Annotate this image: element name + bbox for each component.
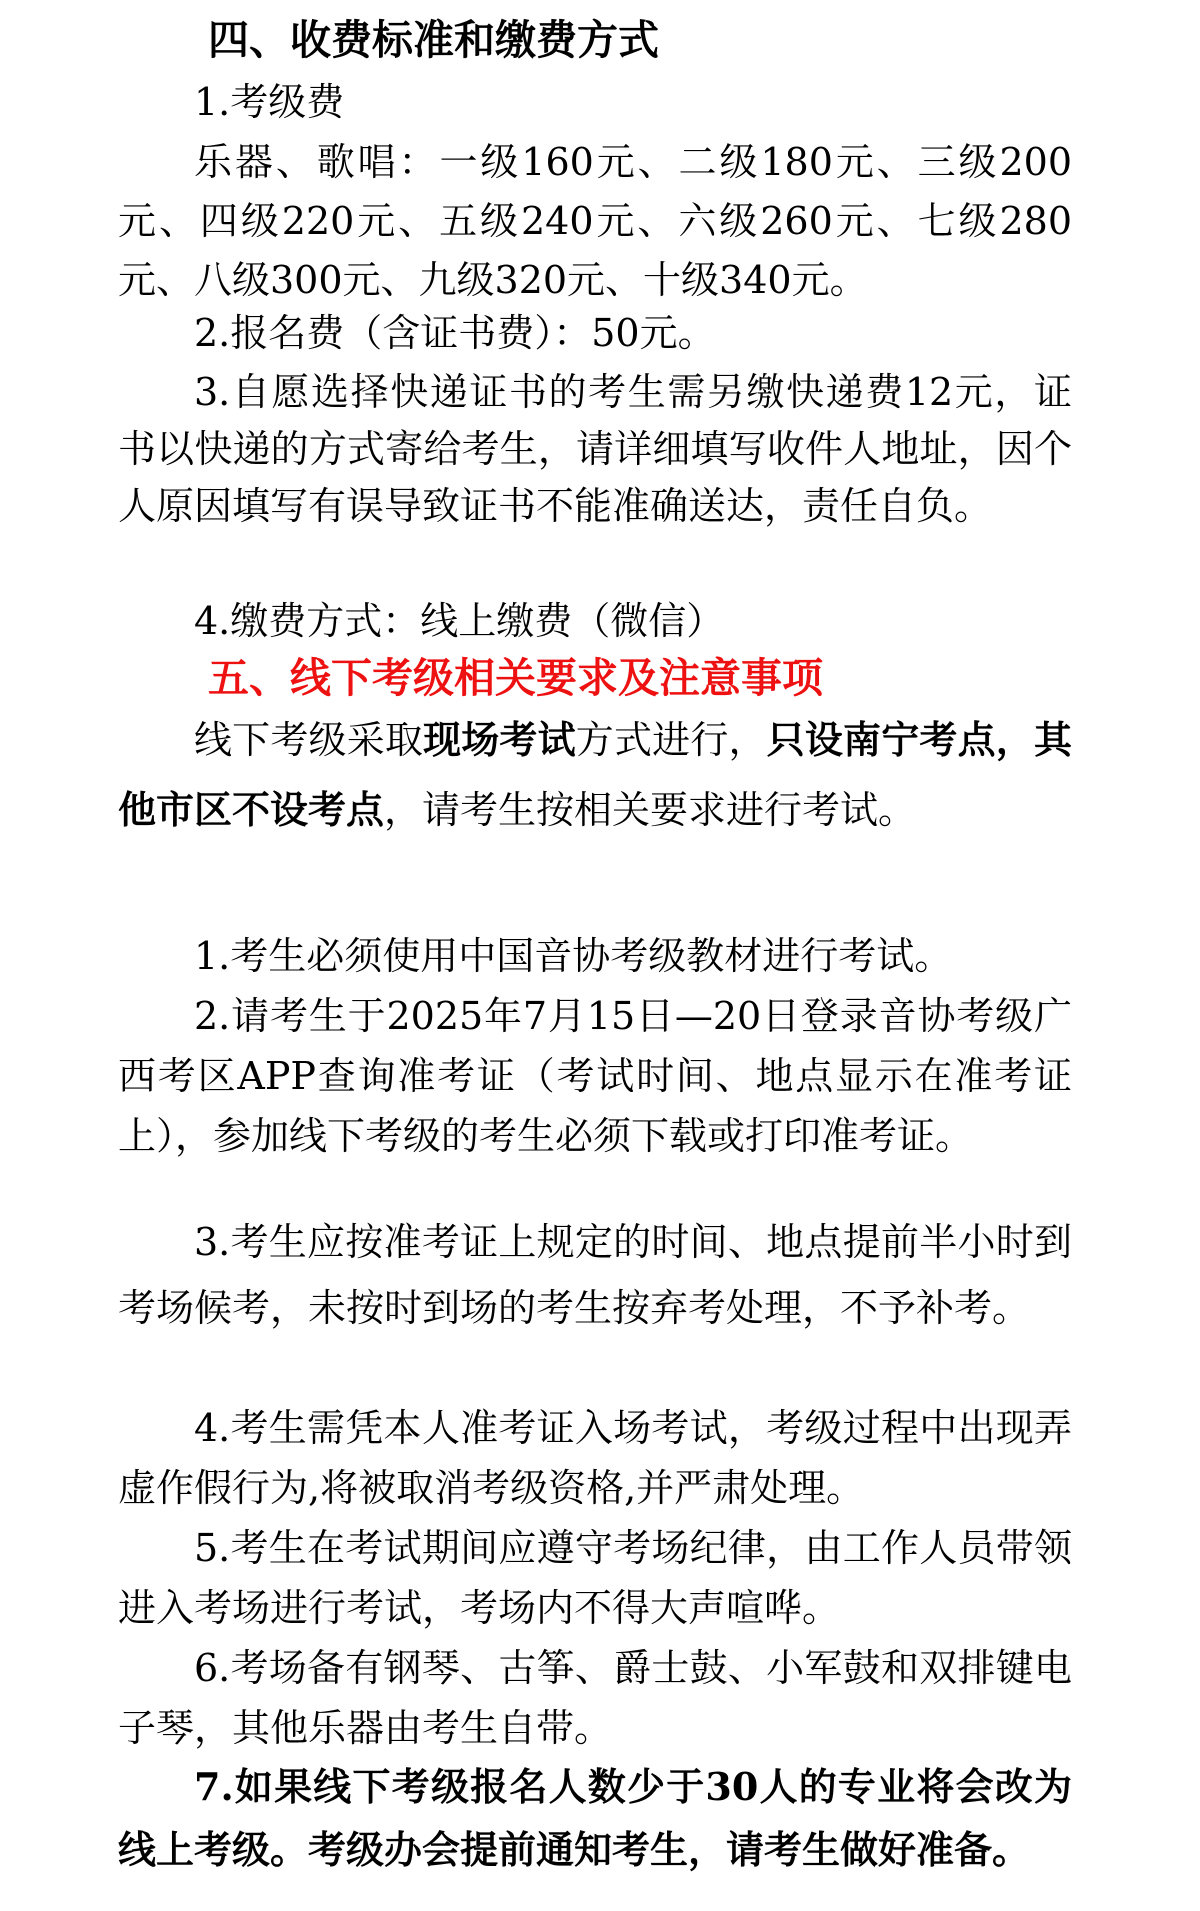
exam-item: 4.考生需凭本人准考证入场考试，考级过程中出现弄虚作假行为,将被取消考级资格,并严肃处理。 [118,1406,1072,1510]
courier-fee: 3.自愿选择快递证书的考生需另缴快递费12元，证书以快递的方式寄给考生，请详细填写收件人地址，因个人原因填写有误导致证书不能准确送达，责任自负。 [118,370,1072,528]
intro-text-1: 线下考级采取 [194,718,424,762]
intro-bold-2: 只设南宁考点，其他市区不设考点 [118,717,1072,832]
fee-title: 1.考级费 [194,80,345,124]
exam-item-bold-notice: 7.如果线下考级报名人数少于30人的专业将会改为线上考级。考级办会提前通知考生，请考生做好准备。 [118,1764,1072,1872]
section-4-heading: 四、收费标准和缴费方式 [208,16,659,64]
intro-bold-1: 现场考试 [423,717,576,762]
payment-method: 4.缴费方式：线上缴费（微信） [194,599,725,643]
exam-item: 6.考场备有钢琴、古筝、爵士鼓、小军鼓和双排键电子琴，其他乐器由考生自带。 [118,1646,1072,1750]
exam-item: 3.考生应按准考证上规定的时间、地点提前半小时到考场候考，未按时到场的考生按弃考处理，不予补考。 [118,1220,1072,1330]
exam-item: 2.请考生于2025年7月15日—20日登录音协考级广西考区APP查询准考证（考试时间、地点显示在准考证上），参加线下考级的考生必须下载或打印准考证。 [118,994,1072,1158]
intro-text-3: ，请考生按相关要求进行考试。 [384,788,917,832]
fee-detail: 乐器、歌唱：一级160元、二级180元、三级200元、四级220元、五级240元、六级260元、七级280元、八级300元、九级320元、十级340元。 [118,140,1072,302]
intro-text-2: 方式进行， [575,718,767,762]
section-5-heading: 五、线下考级相关要求及注意事项 [208,654,823,702]
section-5-intro [118,705,1072,845]
registration-fee: 2.报名费（含证书费）：50元。 [194,311,716,355]
exam-item: 5.考生在考试期间应遵守考场纪律，由工作人员带领进入考场进行考试，考场内不得大声喧哗。 [118,1526,1072,1630]
exam-item: 1.考生必须使用中国音协考级教材进行考试。 [194,934,953,978]
